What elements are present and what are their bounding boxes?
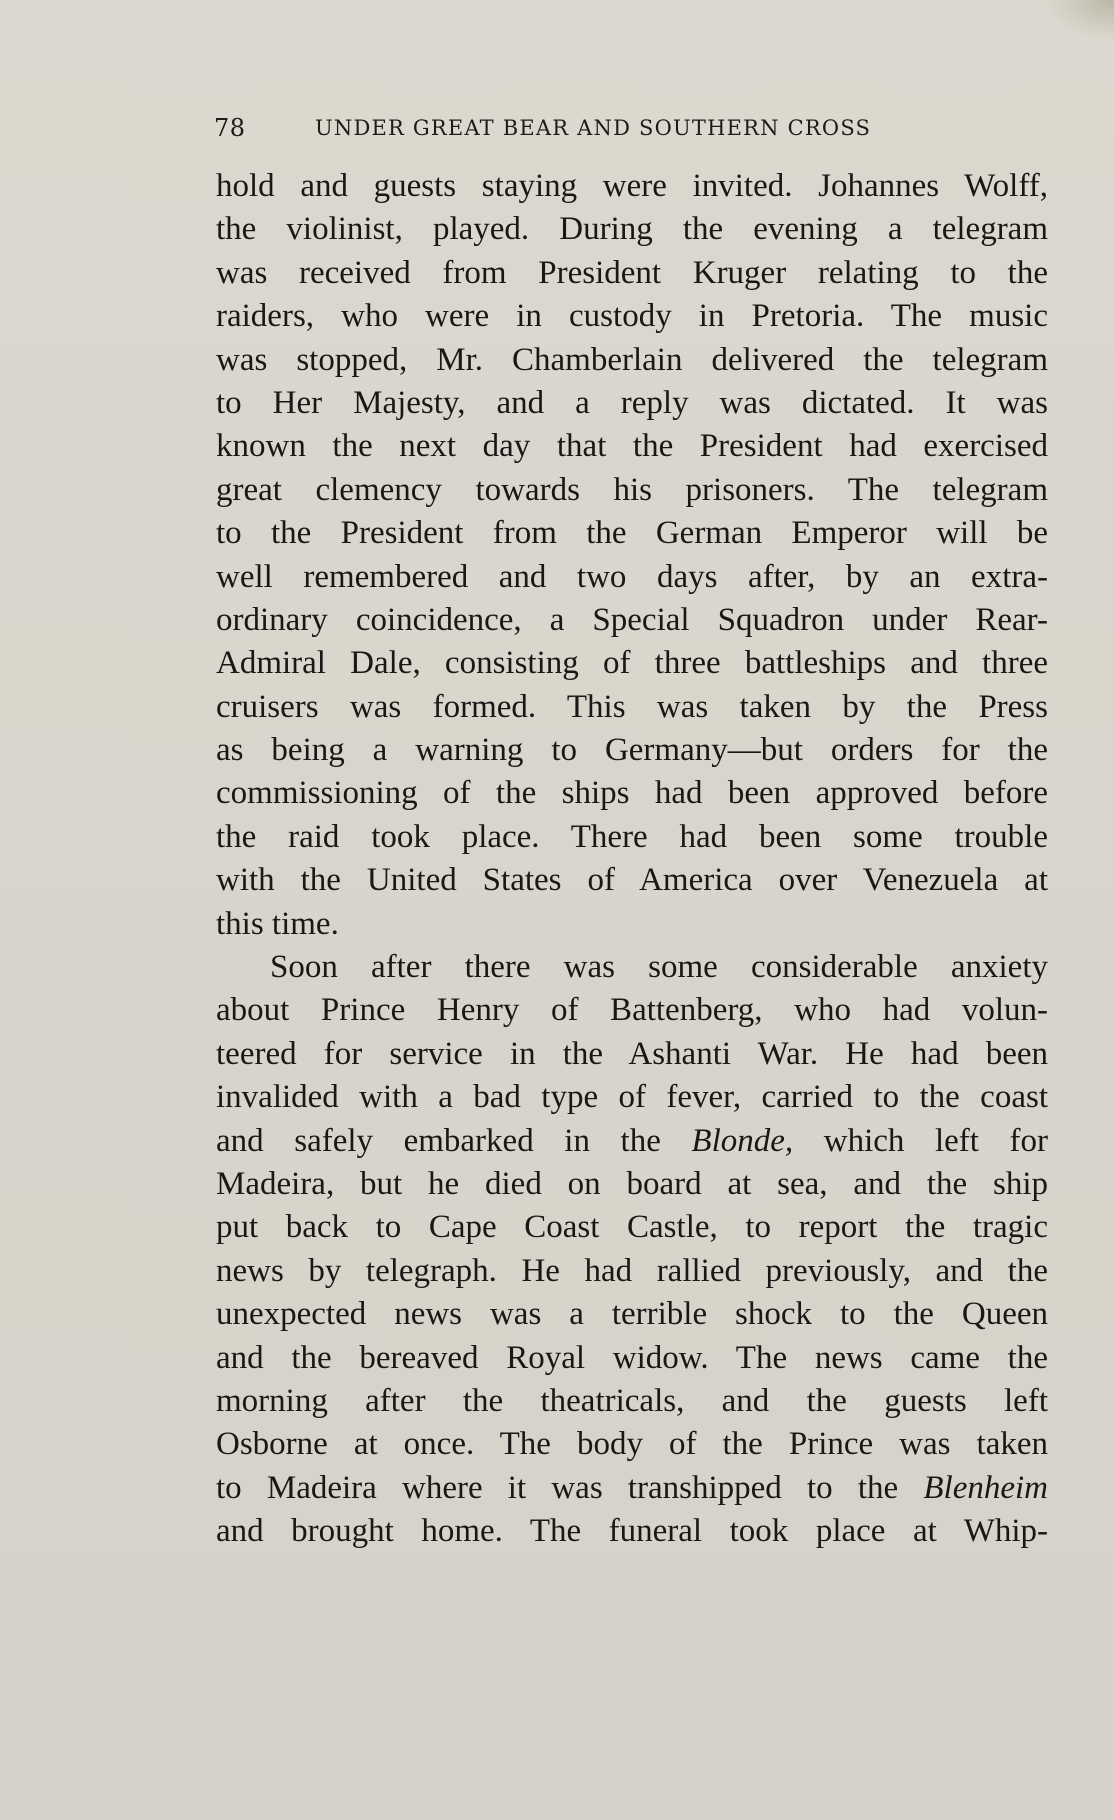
text-line: and brought home. The funeral took place at Whip- — [216, 1513, 1048, 1550]
text-run: and safely embarked in the — [216, 1122, 692, 1159]
text-line: was received from President Kruger relating to the — [216, 254, 1048, 291]
text-line: to Her Majesty, and a reply was dictated. It was — [216, 384, 1048, 421]
page-number: 78 — [214, 114, 246, 142]
text-line: news by telegraph. He had rallied previously, and the — [216, 1252, 1048, 1289]
text-line: cruisers was formed. This was taken by the Press — [216, 688, 1048, 725]
text-run: which left for — [793, 1122, 1048, 1159]
text-line — [216, 1120, 1048, 1163]
text-line: to the President from the German Emperor will be — [216, 515, 1048, 552]
text-line: morning after the theatricals, and the guests left — [216, 1382, 1048, 1419]
italic-ship-name: Blonde, — [691, 1122, 794, 1159]
text-line: known the next day that the President had exercised — [216, 428, 1048, 465]
text-line: with the United States of America over Venezuela at — [216, 862, 1048, 899]
text-line: hold and guests staying were invited. Johannes Wolff, — [216, 168, 1048, 204]
running-title: UNDER GREAT BEAR AND SOUTHERN CROSS — [315, 116, 872, 140]
text-line: great clemency towards his prisoners. The telegram — [216, 471, 1048, 508]
page-edge-stain — [1044, 0, 1114, 40]
text-run: to Madeira where it was transhipped to the — [216, 1469, 924, 1506]
text-line: unexpected news was a terrible shock to the Queen — [216, 1296, 1048, 1333]
text-line: Soon after there was some considerable anxiety — [270, 949, 1048, 986]
body-text — [216, 165, 1048, 1554]
running-head — [214, 114, 938, 146]
text-line — [216, 1467, 1048, 1510]
text-line: well remembered and two days after, by an extra- — [216, 558, 1048, 595]
text-line: raiders, who were in custody in Pretoria. The music — [216, 298, 1048, 335]
text-line: put back to Cape Coast Castle, to report the tragic — [216, 1209, 1048, 1246]
text-line: invalided with a bad type of fever, carried to the coast — [216, 1079, 1048, 1116]
text-line: and the bereaved Royal widow. The news came the — [216, 1339, 1048, 1376]
text-line: commissioning of the ships had been approved before — [216, 775, 1048, 812]
text-line: Madeira, but he died on board at sea, and the ship — [216, 1165, 1048, 1202]
italic-ship-name: Blenheim — [923, 1469, 1048, 1506]
text-line: the raid took place. There had been some trouble — [216, 818, 1048, 855]
text-line: this time. — [216, 905, 339, 942]
text-line: Admiral Dale, consisting of three battleships and three — [216, 645, 1048, 682]
text-line: Osborne at once. The body of the Prince was taken — [216, 1426, 1048, 1463]
text-line: as being a warning to Germany—but orders for the — [216, 732, 1048, 769]
text-line: the violinist, played. During the evening a telegram — [216, 211, 1048, 248]
text-line: ordinary coincidence, a Special Squadron under Rear- — [216, 601, 1048, 638]
text-line: about Prince Henry of Battenberg, who had volun- — [216, 992, 1048, 1029]
text-line: teered for service in the Ashanti War. He had been — [216, 1035, 1048, 1072]
text-line: was stopped, Mr. Chamberlain delivered the telegram — [216, 341, 1048, 378]
